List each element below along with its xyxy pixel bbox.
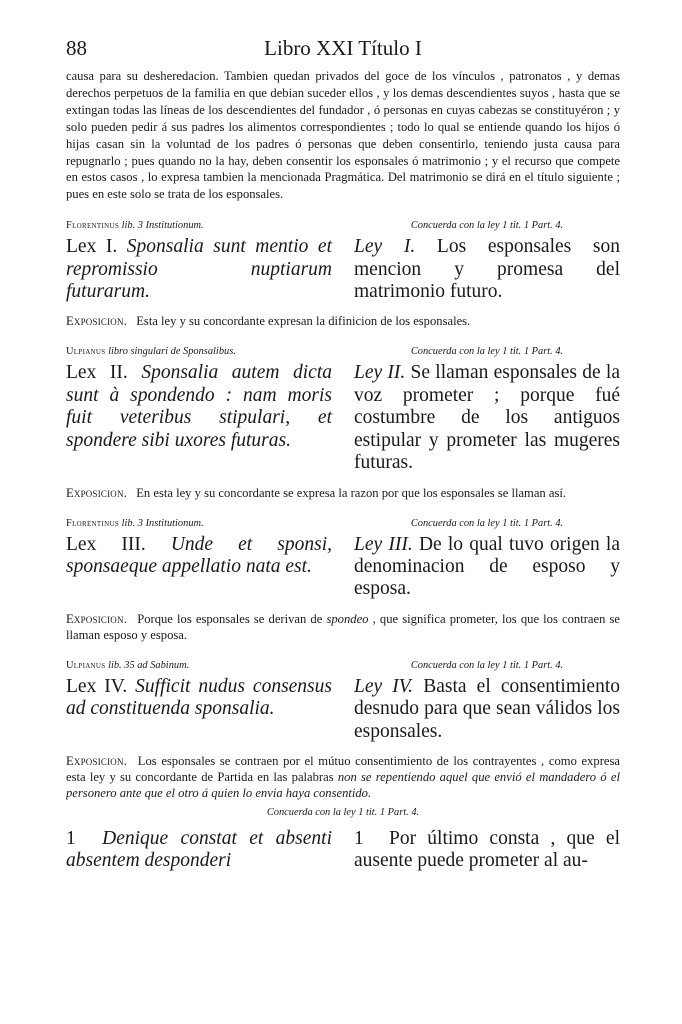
concord-citation: Concuerda con la ley 1 tit. 1 Part. 4. — [410, 220, 564, 232]
source-author: Florentinus — [66, 220, 120, 232]
source-citation — [66, 345, 332, 359]
latin-column — [66, 517, 332, 579]
spanish-column — [354, 828, 620, 873]
latin-column — [66, 659, 332, 721]
source-citation — [66, 517, 332, 531]
intro-paragraph: causa para su desheredacion. Tambien quedan privados del goce de los vínculos , patronatos , y demas derechos perpetuos de la familia en que debian suceder ellos , y los demas descendientes suyos , hasta que se extingan todas las líneas de los descendientes del fundador , ó personas en cuyas cabezas se constituyéron ; y solo pueden pedir á sus padres los alimentos correspondientes ; todo lo qual se entiende quando los hijos ó hijas casan sin la voluntad de los padres ó personas que deben consentirlo, teniendo justa causa para repugnarlo ; pues quando no la hay, deben consentir los esponsales ó matrimonio ; y el recurso que compete en estos casos , lo expresa tambien la mencionada Pragmática. Del matrimonio se dirá en el título siguiente ; pues en este solo se trata de los esponsales. — [66, 69, 620, 202]
latin-law-text — [66, 676, 332, 721]
book-page — [66, 36, 620, 873]
spanish-law-text — [354, 534, 620, 601]
spanish-text: De lo qual tuvo origen la denominacion de esposo y esposa. — [354, 533, 620, 600]
paragraph-number: 1 — [66, 827, 76, 849]
law-label: Lex II. — [66, 362, 128, 384]
law-3 — [66, 517, 620, 643]
exposition-label: Exposicion. — [66, 485, 128, 500]
ley-label: Ley I. — [354, 236, 416, 258]
exposition-text-continued: , que significa prometer, los que los contraen se llaman esposo y esposa. — [66, 611, 620, 642]
spanish-text: Basta el consentimiento desnudo para que sean válidos los esponsales. — [354, 675, 620, 742]
spanish-column — [354, 517, 620, 601]
spanish-column — [354, 219, 620, 303]
spanish-column — [354, 345, 620, 474]
ley-label: Ley II. — [354, 362, 406, 384]
exposition-text: Los esponsales se contraen por el mútuo consentimiento de los contrayentes , como expresa esta ley y su concordante de Partida en las palabras — [66, 753, 620, 784]
paragraph-number: 1 — [354, 827, 364, 849]
exposition-label: Exposicion. — [66, 314, 128, 329]
latin-text: Sponsalia autem dicta sunt à spondendo : nam moris fuit veteribus stipulari, et spondere sibi uxores futuras. — [66, 362, 332, 451]
law-4 — [66, 659, 620, 801]
concord-citation: Concuerda con la ley 1 tit. 1 Part. 4. — [410, 346, 564, 358]
page-header — [66, 36, 620, 68]
spanish-text: Por último consta , que el ausente puede prometer al au- — [354, 827, 620, 872]
source-reference: lib. 3 Institutionum. — [121, 220, 204, 232]
exposition-italic-term: spondeo — [326, 611, 369, 626]
paragraph-1 — [66, 828, 620, 873]
latin-text: Sufficit nudus consensus ad constituenda sponsalia. — [66, 675, 332, 720]
exposition — [66, 303, 620, 329]
exposition-italic-quote: non se repentiendo aquel que envió el mandadero ó el personero ante que el otro á quien lo envia haya consentido. — [66, 769, 620, 800]
exposition-text: Porque los esponsales se derivan de — [137, 611, 323, 626]
source-citation — [66, 219, 332, 233]
law-label: Lex IV. — [66, 675, 128, 697]
exposition-text: Esta ley y su concordante expresan la difinicion de los esponsales. — [136, 314, 471, 329]
latin-text: Denique constat et absenti absentem desponderi — [66, 827, 333, 872]
law-2 — [66, 345, 620, 500]
latin-column — [66, 828, 332, 873]
exposition — [66, 743, 620, 801]
spanish-text: Los esponsales son mencion y promesa del matrimonio futuro. — [354, 236, 620, 303]
exposition-label: Exposicion. — [66, 611, 128, 626]
latin-column — [66, 219, 332, 303]
latin-law-text — [66, 236, 332, 303]
source-reference: lib. 3 Institutionum. — [121, 517, 204, 529]
law-label: Lex I. — [66, 236, 118, 258]
spanish-paragraph-text — [354, 828, 620, 873]
exposition-label: Exposicion. — [66, 753, 128, 768]
concord-citation: Concuerda con la ley 1 tit. 1 Part. 4. — [410, 659, 564, 671]
law-label: Lex III. — [66, 533, 146, 555]
source-author: Florentinus — [66, 517, 120, 529]
spanish-column — [354, 659, 620, 743]
source-reference: libro singulari de Sponsalibus. — [108, 346, 236, 358]
latin-law-text — [66, 534, 332, 579]
law-1 — [66, 219, 620, 329]
source-citation — [66, 659, 332, 673]
exposition-text: En esta ley y su concordante se expresa la razon por que los esponsales se llaman así. — [136, 485, 567, 500]
latin-paragraph-text — [66, 828, 332, 873]
concord-citation-centered: Concuerda con la ley 1 tit. 1 Part. 4. — [266, 806, 420, 818]
concord-citation: Concuerda con la ley 1 tit. 1 Part. 4. — [410, 517, 564, 529]
ley-label: Ley III. — [354, 533, 413, 555]
spanish-law-text — [354, 236, 620, 303]
exposition — [66, 475, 620, 501]
spanish-law-text — [354, 362, 620, 474]
ley-label: Ley IV. — [354, 675, 414, 697]
source-author: Ulpianus — [66, 346, 106, 358]
latin-text: Sponsalia sunt mentio et repromissio nuptiarum futurarum. — [66, 236, 332, 303]
exposition — [66, 601, 620, 643]
latin-column — [66, 345, 332, 452]
spanish-text: Se llaman esponsales de la voz prometer ; porque fué costumbre de los antiguos estipular y prometer las mugeres futuras. — [354, 362, 620, 474]
source-author: Ulpianus — [66, 659, 106, 671]
source-reference: lib. 35 ad Sabinum. — [108, 659, 190, 671]
page-number: 88 — [66, 36, 87, 60]
running-title: Libro XXI Título I — [264, 36, 422, 60]
latin-text: Unde et sponsi, sponsaeque appellatio nata est. — [66, 533, 332, 577]
spanish-law-text — [354, 676, 620, 743]
latin-law-text — [66, 362, 332, 452]
